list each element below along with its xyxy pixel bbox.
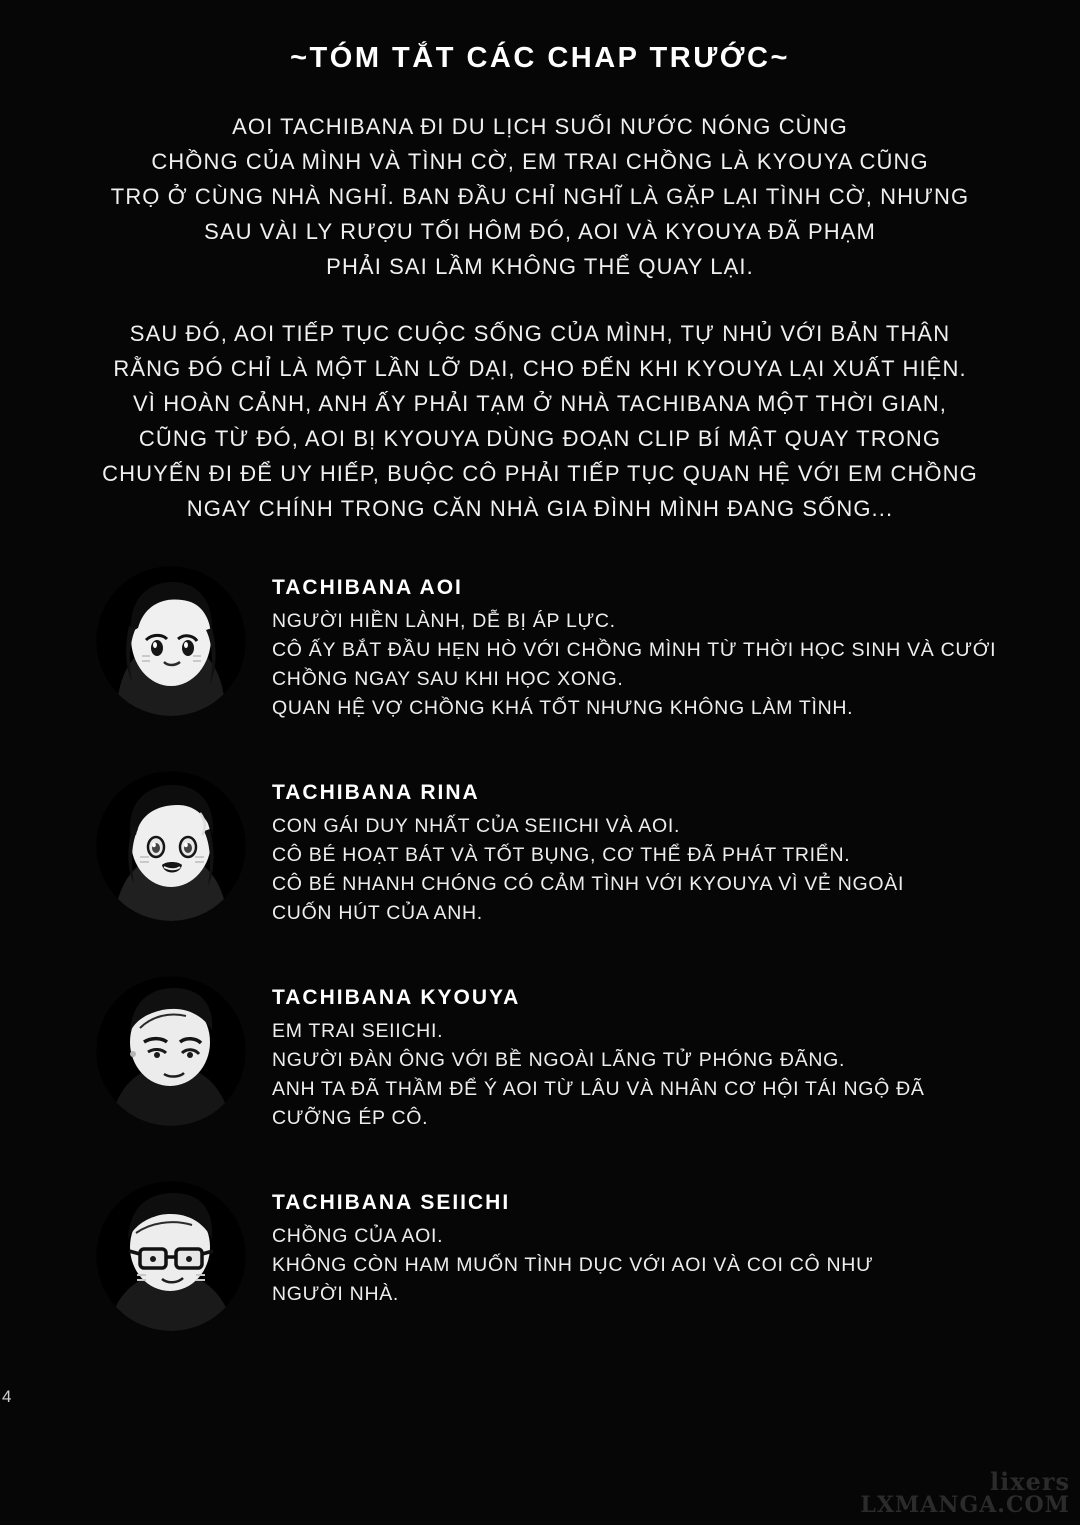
character-name: TACHIBANA SEIICHI — [272, 1191, 511, 1214]
character-description — [272, 1222, 873, 1309]
avatar-seiichi — [96, 1181, 246, 1331]
summary-line: CHỒNG CỦA MÌNH VÀ TÌNH CỜ, EM TRAI CHỒNG LÀ KYOUYA CŨNG — [151, 149, 929, 174]
summary-line: SAU ĐÓ, AOI TIẾP TỤC CUỘC SỐNG CỦA MÌNH, TỰ NHỦ VỚI BẢN THÂN — [129, 321, 951, 346]
character-profile-seiichi — [96, 1181, 1040, 1331]
avatar-kyouya — [96, 976, 246, 1126]
description-line: EM TRAI SEIICHI. — [272, 1020, 444, 1042]
character-name: TACHIBANA RINA — [272, 781, 480, 804]
character-name: TACHIBANA AOI — [272, 576, 463, 599]
description-line: CÔ BÉ NHANH CHÓNG CÓ CẢM TÌNH VỚI KYOUYA VÌ VẺ NGOÀI — [272, 873, 905, 895]
avatar-rina — [96, 771, 246, 921]
description-line: CÔ ẤY BẮT ĐẦU HẸN HÒ VỚI CHỒNG MÌNH TỪ THỜI HỌC SINH VÀ CƯỚI — [272, 639, 997, 661]
character-profile-aoi — [96, 566, 1040, 723]
summary-paragraph-1 — [80, 109, 1000, 284]
profile-info — [272, 1181, 873, 1309]
watermark — [860, 1466, 1070, 1518]
description-line: KHÔNG CÒN HAM MUỐN TÌNH DỤC VỚI AOI VÀ COI CÔ NHƯ — [272, 1254, 874, 1276]
watermark-line-2: LXMANGA.COM — [860, 1491, 1070, 1518]
profile-info — [272, 771, 904, 928]
summary-line: RẰNG ĐÓ CHỈ LÀ MỘT LẦN LỠ DẠI, CHO ĐẾN KHI KYOUYA LẠI XUẤT HIỆN. — [113, 356, 967, 381]
description-line: CUỐN HÚT CỦA ANH. — [272, 902, 483, 924]
avatar-aoi — [96, 566, 246, 716]
page-number: 4 — [2, 1387, 12, 1406]
character-profile-rina — [96, 771, 1040, 928]
watermark-line-1: lixers — [990, 1466, 1070, 1496]
description-line: NGƯỜI ĐÀN ÔNG VỚI BỀ NGOÀI LÃNG TỬ PHÓNG ĐÃNG. — [272, 1049, 846, 1071]
summary-line: CHUYẾN ĐI ĐỂ UY HIẾP, BUỘC CÔ PHẢI TIẾP TỤC QUAN HỆ VỚI EM CHỒNG — [102, 461, 978, 486]
summary-line: PHẢI SAI LẦM KHÔNG THỂ QUAY LẠI. — [326, 254, 754, 279]
description-line: CÔ BÉ HOẠT BÁT VÀ TỐT BỤNG, CƠ THỂ ĐÃ PHÁT TRIỂN. — [272, 844, 851, 866]
summary-text — [0, 109, 1080, 526]
description-line: CHỒNG CỦA AOI. — [272, 1225, 444, 1247]
summary-line: TRỌ Ở CÙNG NHÀ NGHỈ. BAN ĐẦU CHỈ NGHĨ LÀ GẶP LẠI TÌNH CỜ, NHƯNG — [110, 184, 970, 209]
description-line: NGƯỜI NHÀ. — [272, 1283, 400, 1305]
character-profile-kyouya — [96, 976, 1040, 1133]
summary-line: CŨNG TỪ ĐÓ, AOI BỊ KYOUYA DÙNG ĐOẠN CLIP BÍ MẬT QUAY TRONG — [138, 426, 942, 451]
character-description — [272, 1017, 925, 1133]
summary-paragraph-2 — [80, 316, 1000, 526]
character-description — [272, 607, 996, 723]
description-line: NGƯỜI HIỀN LÀNH, DỄ BỊ ÁP LỰC. — [272, 610, 616, 632]
profile-info — [272, 566, 996, 723]
page-title: ~TÓM TẮT CÁC CHAP TRƯỚC~ — [290, 42, 790, 74]
description-line: ANH TA ĐÃ THẦM ĐỂ Ý AOI TỪ LÂU VÀ NHÂN CƠ HỘI TÁI NGỘ ĐÃ — [272, 1078, 925, 1100]
summary-line: SAU VÀI LY RƯỢU TỐI HÔM ĐÓ, AOI VÀ KYOUYA ĐÃ PHẠM — [204, 219, 876, 244]
summary-line: VÌ HOÀN CẢNH, ANH ẤY PHẢI TẠM Ở NHÀ TACHIBANA MỘT THỜI GIAN, — [133, 391, 947, 416]
character-description — [272, 812, 904, 928]
summary-line: AOI TACHIBANA ĐI DU LỊCH SUỐI NƯỚC NÓNG CÙNG — [232, 114, 848, 139]
description-line: CƯỠNG ÉP CÔ. — [272, 1107, 429, 1129]
profile-info — [272, 976, 925, 1133]
description-line: QUAN HỆ VỢ CHỒNG KHÁ TỐT NHƯNG KHÔNG LÀM TÌNH. — [272, 697, 854, 719]
summary-line: NGAY CHÍNH TRONG CĂN NHÀ GIA ĐÌNH MÌNH ĐANG SỐNG... — [186, 496, 894, 521]
character-profiles — [0, 566, 1080, 1331]
character-name: TACHIBANA KYOUYA — [272, 986, 521, 1009]
description-line: CON GÁI DUY NHẤT CỦA SEIICHI VÀ AOI. — [272, 815, 681, 837]
description-line: CHỒNG NGAY SAU KHI HỌC XONG. — [272, 668, 624, 690]
